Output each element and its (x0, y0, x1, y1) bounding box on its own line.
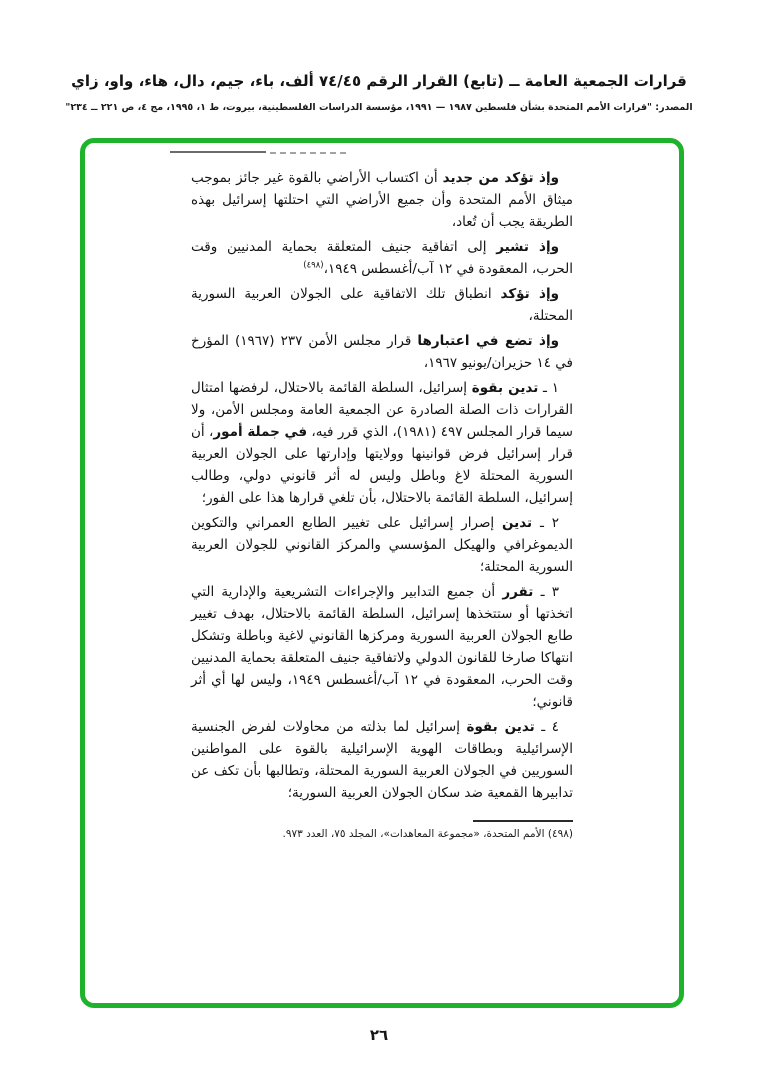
body-text: ٣ ـ (533, 584, 560, 600)
emphasis-text: وإذ تشير (496, 239, 559, 255)
resolution-paragraph (191, 167, 573, 233)
emphasis-text: تدين (502, 515, 533, 531)
resolution-paragraph (191, 716, 573, 804)
body-text: ، أن قرار إسرائيل فرض قوانينها وولايتها وإدارتها على الجولان العربية السورية المحتلة لاغ وباطل وليس له أثر قانوني دولي، وطالب إسرائيل، السلطة القائمة بالاحتلال، بأن تلغي قرارها هذا على الفور؛ (191, 424, 573, 506)
body-text: إسرائيل، السلطة القائمة بالاحتلال، لرفضها امتثال القرارات ذات الصلة الصادرة عن الجمعية العامة ومجلس الأمن، ولا سيما قرار المجلس ٤٩٧ (١٩٨١)، الذي قرر فيه، (191, 380, 573, 440)
emphasis-text: تدين بقوة (466, 719, 535, 735)
body-text: ٢ ـ (532, 515, 559, 531)
resolution-paragraph (191, 512, 573, 578)
body-text: أن اكتساب الأراضي بالقوة غير جائز بموجب ميثاق الأمم المتحدة وأن جميع الأراضي التي احتلتها إسرائيل بهذه الطريقة يجب أن تُعاد، (191, 170, 573, 230)
body-text: ١ ـ (538, 380, 559, 396)
resolution-paragraph (191, 283, 573, 327)
body-text: إلى اتفاقية جنيف المتعلقة بحماية المدنيين وقت الحرب، المعقودة في ١٢ آب/أغسطس ١٩٤٩، (191, 239, 573, 277)
body-text: ٤ ـ (534, 719, 559, 735)
resolution-paragraph (191, 236, 573, 280)
resolution-paragraph (191, 330, 573, 374)
source-citation-line: المصدر: "قرارات الأمم المتحدة بشأن فلسطين ١٩٨٧ — ١٩٩١، مؤسسة الدراسات الفلسطينية، بيروت، ط ١، ١٩٩٥، مج ٤، ص ٢٢١ ــ ٢٣٤" (65, 102, 693, 113)
body-text: قرار مجلس الأمن ٢٣٧ (١٩٦٧) المؤرخ في ١٤ حزيران/يونيو ١٩٦٧، (191, 333, 573, 371)
page-title: قرارات الجمعية العامة ــ (تابع) القرار الرقم ٧٤/٤٥ ألف، باء، جيم، دال، هاء، واو، زاي (71, 72, 687, 90)
emphasis-text: في جملة أمور (213, 424, 308, 440)
resolution-text-column (85, 143, 679, 1003)
body-text: إصرار إسرائيل على تغيير الطابع العمراني والتكوين الديموغرافي والهيكل المؤسسي والمركز القانوني للجولان العربية السورية المحتلة؛ (191, 515, 573, 575)
emphasis-text: وإذ تؤكد من جديد (442, 170, 559, 186)
footnote-text: (٤٩٨) الأمم المتحدة، «مجموعة المعاهدات»، المجلد ٧٥، العدد ٩٧٣. (282, 828, 573, 840)
emphasis-text: تقرر (502, 584, 534, 600)
resolution-paragraph (191, 581, 573, 713)
body-text: إسرائيل لما بذلته من محاولات لفرض الجنسية الإسرائيلية وبطاقات الهوية الإسرائيلية بالقوة على المواطنين السوريين في الجولان العربية السورية المحتلة، وتطالبها بأن تكف عن تدابيرها القمعية ضد سكان الجولان العربية السورية؛ (191, 719, 573, 801)
emphasis-text: وإذ تؤكد (500, 286, 559, 302)
emphasis-text: وإذ تضع في اعتبارها (417, 333, 560, 349)
body-text: أن جميع التدابير والإجراءات التشريعية والإدارية التي اتخذتها أو ستتخذها إسرائيل، السلطة القائمة بالاحتلال، بهدف تغيير طابع الجولان العربية السورية ومركزها القانوني لاغية وباطلة وتشكل انتهاكا صارخا للقانون الدولي ولاتفاقية جنيف المتعلقة بحماية المدنيين وقت الحرب، المعقودة في ١٢ آب/أغسطس ١٩٤٩، وليس لها أي أثر قانوني؛ (191, 584, 573, 710)
body-text: انطباق تلك الاتفاقية على الجولان العربية السورية المحتلة، (191, 286, 573, 324)
footnote-ref-marker: (٤٩٨) (303, 260, 324, 271)
resolution-paragraph (191, 377, 573, 509)
resolution-green-box (80, 138, 684, 1008)
emphasis-text: تدين بقوة (471, 380, 539, 396)
page-number: ٢٦ (369, 1026, 389, 1044)
footnote-separator (473, 820, 573, 822)
